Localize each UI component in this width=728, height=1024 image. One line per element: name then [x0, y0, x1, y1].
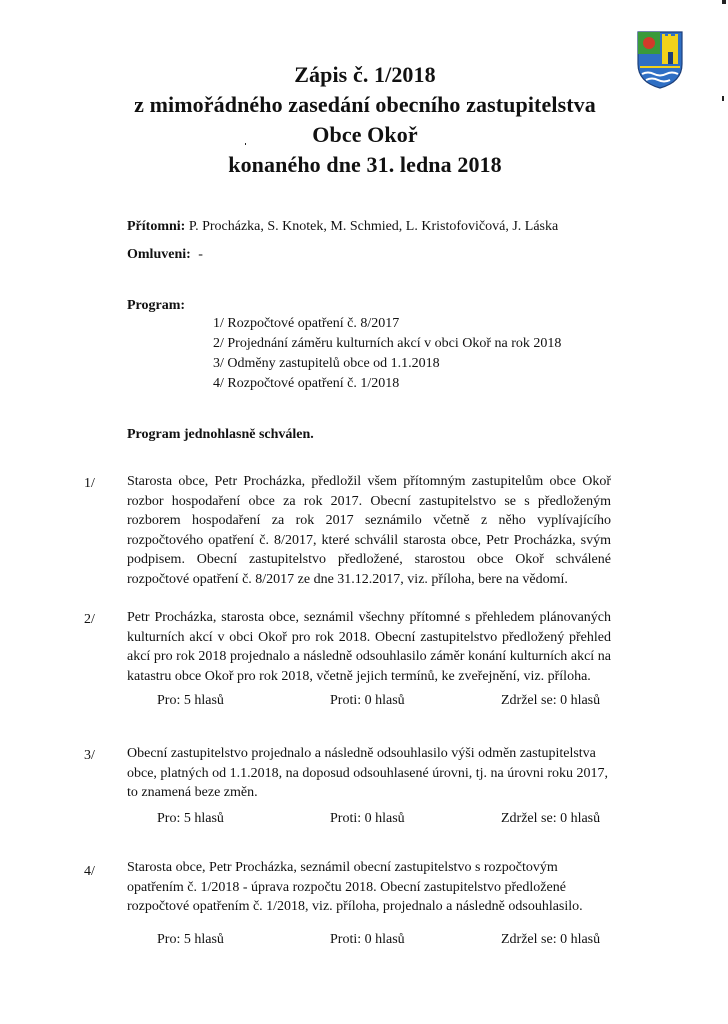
section-3-vote-pro: Pro: 5 hlasů: [157, 811, 224, 826]
section-2-text: Petr Procházka, starosta obce, seznámil všechny přítomné s přehledem plánovaných kulturních akcí v obci Okoř pro rok 2018. Obecní zastupitelstvo předložený přehled akcí pro rok 2018 projednalo a následně odsouhlasilo záměr konání kulturních akcí na katastru obce Okoř pro rok 2018, včetně jejich termínů, ke zveřejnění, viz. příloha.: [127, 610, 611, 684]
excused-label: Omluveni:: [127, 247, 191, 262]
section-1-text: Starosta obce, Petr Procházka, předložil všem přítomným zastupitelům obce Okoř rozbor hospodaření obce za rok 2017. Obecní zastupitelstvo se s předloženým rozborem hospodaření za rok 2017 seznámilo včetně z něho vyplívajícího rozpočtového opatření č. 8/2017, které schválil starosta obce, Petr Procházka, svým podpisem. Obecní zastupitelstvo předložené, starostou obce Okoř schválené rozpočtové opatření č. 8/2017 ze dne 31.12.2017, viz. příloha, bere na vědomí.: [127, 474, 611, 587]
section-3-line: Obecní zastupitelstvo projednalo a následně odsouhlasilo výši odměn zastupitelstva: [127, 746, 596, 761]
section-3-line: to znamená beze změn.: [127, 785, 258, 800]
scan-speck: [722, 0, 726, 4]
title-line-2: z mimořádného zasedání obecního zastupitelstva: [134, 92, 596, 117]
present-label: Přítomni:: [127, 219, 186, 234]
present-value: P. Procházka, S. Knotek, M. Schmied, L. Kristofovičová, J. Láska: [188, 219, 559, 234]
title-line-4: konaného dne 31. ledna 2018: [228, 152, 502, 177]
section-2-number: 2/: [84, 612, 95, 627]
program-approved: Program jednohlasně schválen.: [127, 427, 314, 442]
title-line-3: Obce Okoř: [312, 122, 418, 147]
program-item: 3/ Odměny zastupitelů obce od 1.1.2018: [213, 356, 440, 371]
section-3-number: 3/: [84, 748, 95, 763]
section-1-number: 1/: [84, 476, 95, 491]
section-4-line: rozpočtové opatřením č. 1/2018, viz. příloha, projednalo a následně odsouhlasilo.: [127, 899, 583, 914]
program-item: 2/ Projednání záměru kulturních akcí v obci Okoř na rok 2018: [213, 336, 562, 351]
program-label: Program:: [127, 298, 186, 313]
section-4-line: opatřením č. 1/2018 - úprava rozpočtu 2018. Obecní zastupitelstvo předložené: [127, 879, 566, 895]
title-line-1: Zápis č. 1/2018: [294, 62, 436, 87]
excused-value: -: [198, 247, 203, 262]
section-3-vote-zdrzel: Zdržel se: 0 hlasů: [501, 811, 601, 826]
section-2-vote-pro: Pro: 5 hlasů: [157, 693, 224, 708]
section-3-vote-proti: Proti: 0 hlasů: [330, 811, 405, 826]
scan-speck: [722, 96, 724, 101]
excused-row: [127, 245, 203, 264]
program-item: 1/ Rozpočtové opatření č. 8/2017: [213, 316, 400, 331]
section-4-vote-pro: Pro: 5 hlasů: [157, 932, 224, 947]
municipal-crest-icon: [636, 30, 684, 90]
section-4-vote-zdrzel: Zdržel se: 0 hlasů: [501, 932, 601, 947]
program-list: [213, 314, 561, 394]
document-title: [100, 60, 630, 180]
section-3-line: obce, platných od 1.1.2018, na doposud odsouhlasené úrovni, tj. na úrovni roku 2017,: [127, 765, 608, 781]
section-4-vote-proti: Proti: 0 hlasů: [330, 932, 405, 947]
section-4-text: [127, 858, 647, 917]
scan-speck: [245, 143, 246, 145]
section-4-line: Starosta obce, Petr Procházka, seznámil obecní zastupitelstvo s rozpočtovým: [127, 860, 558, 875]
section-2-vote-proti: Proti: 0 hlasů: [330, 693, 405, 708]
program-item: 4/ Rozpočtové opatření č. 1/2018: [213, 376, 400, 391]
section-3-text: [127, 744, 647, 803]
present-row: [127, 217, 558, 236]
section-2-vote-zdrzel: Zdržel se: 0 hlasů: [501, 693, 601, 708]
section-4-number: 4/: [84, 864, 95, 879]
